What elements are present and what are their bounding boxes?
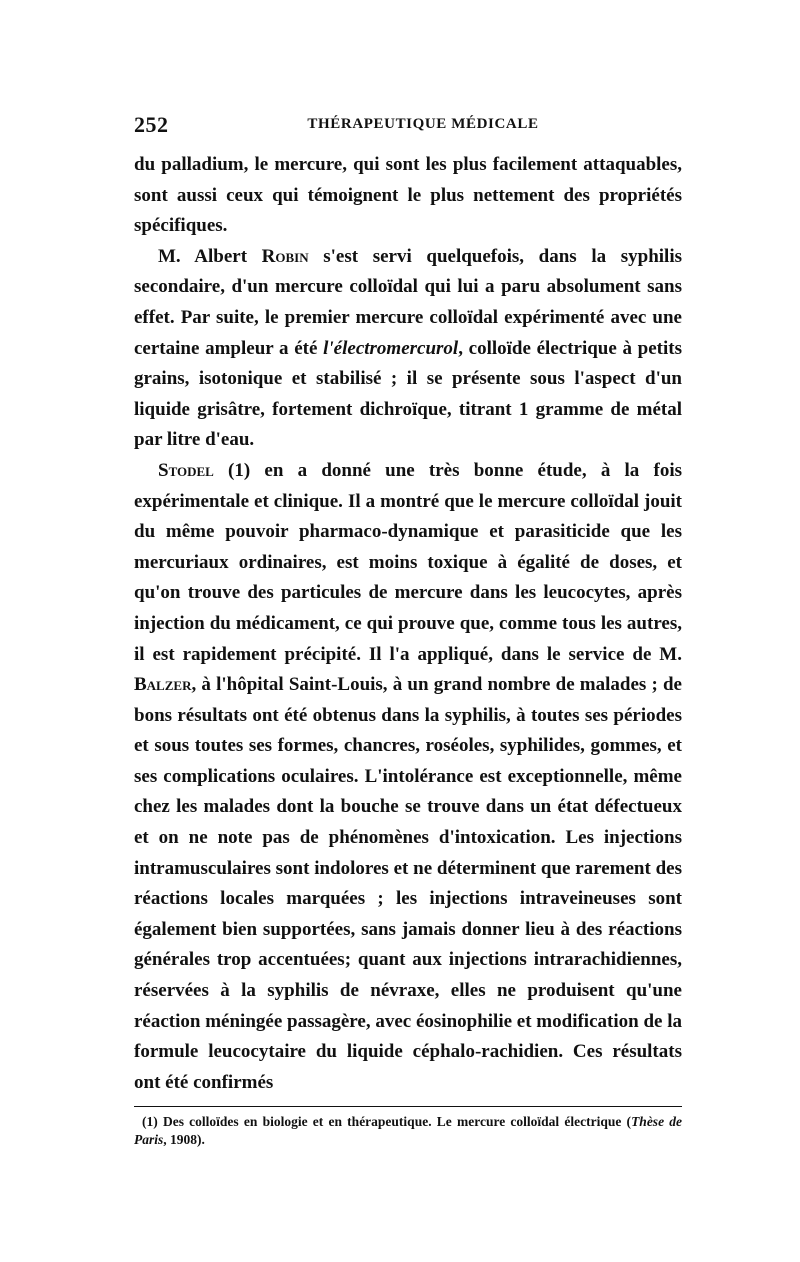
footnote-tail: , 1908). <box>163 1132 205 1148</box>
paragraph-2-lead: M. Albert <box>158 245 262 267</box>
paragraph-2-mid: s'est servi quelquefois, dans la syphilis secondaire, d'un mercure colloïdal qui lui a paru absolument sans effet. Par suite, le premier mercure colloïdal expérimenté avec une certaine ampleur a été <box>134 245 683 359</box>
body-text <box>134 150 682 1098</box>
paragraph-3-part-2: , à l'hôpital Saint-Louis, à un grand nombre de malades ; de bons résultats ont été obtenus dans la syphilis, à toutes ses périodes et sous toutes ses formes, chancres, roséoles, syphilides, gommes, et ses complications oculaires. L'intolérance est exceptionnelle, même chez les malades dont la bouche se trouve dans un état défectueux et on ne note pas de phénomènes d'intoxication. Les injections intramusculaires sont indolores et ne déterminent que rarement des réactions locales marquées ; les injections intraveineuses sont également bien supportées, sans jamais donner lieu à des réactions générales trop accentuées; quant aux injections intrarachidiennes, réservées à la syphilis de névraxe, elles ne produisent qu'une réaction méningée passagère, avec éosinophilie et modification de la formule leucocytaire du liquide céphalo-rachidien. Ces résultats ont été confirmés <box>134 674 682 1093</box>
running-head <box>134 112 682 146</box>
paragraph-3-part-1: (1) en a donné une très bonne étude, à la fois expérimentale et clinique. Il a montré que le mercure colloïdal jouit du même pouvoir pharmaco-dynamique et parasiticide que les mercuriaux ordinaires, est moins toxique à égalité de doses, et qu'on trouve des particules de mercure dans les leucocytes, après injection du médicament, ce qui prouve que, comme tous les autres, il est rapidement précipité. Il l'a appliqué, dans le service de M. <box>134 459 682 665</box>
author-name-robin: Robin <box>261 245 309 267</box>
footnote-divider <box>134 1106 682 1107</box>
author-name-stodel: Stodel <box>158 459 214 481</box>
paragraph-2-tail: , colloïde électrique à petits grains, isotonique et stabilisé ; il se présente sous l'aspect d'un liquide grisâtre, fortement dichroïque, titrant 1 gramme de métal par litre d'eau. <box>134 337 682 451</box>
page-number: 252 <box>134 112 169 137</box>
paragraph-1 <box>134 150 682 242</box>
footnote-thesis-title: Thèse de Paris <box>134 1114 683 1148</box>
footnote <box>134 1113 682 1149</box>
book-page <box>134 112 682 1163</box>
footnote-lead: (1) Des colloïdes en biologie et en thérapeutique. Le mercure colloïdal électrique ( <box>142 1114 632 1130</box>
paragraph-1-text: du palladium, le mercure, qui sont les plus facilement attaquables, sont aussi ceux qui témoignent le plus nettement des propriétés spécifiques. <box>134 154 682 237</box>
paragraph-2 <box>134 242 682 456</box>
running-title: THÉRAPEUTIQUE MÉDICALE <box>307 116 539 132</box>
author-name-balzer: Balzer <box>134 674 192 696</box>
electromercurol-term: l'électromercurol <box>323 337 459 359</box>
paragraph-3 <box>134 456 682 1098</box>
